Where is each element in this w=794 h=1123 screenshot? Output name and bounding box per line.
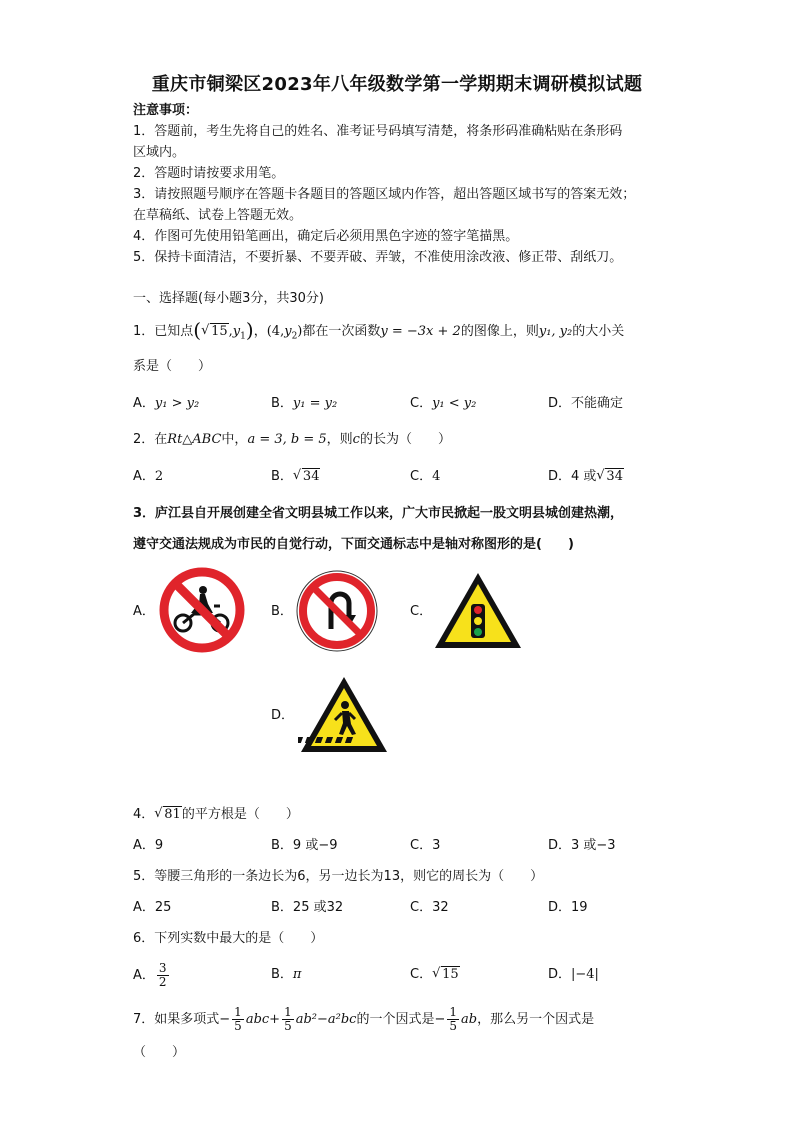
pedestrian-crossing-warning-sign-icon[interactable] [298,674,390,756]
traffic-light-warning-sign-icon[interactable] [432,570,524,652]
notice-item-4: 4．作图可先使用铅笔画出，确定后必须用黑色字迹的签字笔描黑。 [133,229,519,244]
q1-function: y = −3x + 2 [380,324,461,339]
no-motorcycle-sign-icon[interactable] [158,566,246,654]
question-5-stem: 5．等腰三角形的一条边长为6，另一边长为13，则它的周长为（ ） [133,869,544,884]
q6-option-b[interactable]: B．π [271,967,302,982]
notice-item-5: 5．保持卡面清洁，不要折暴、不要弄破、弄皱，不准使用涂改液、修正带、刮纸刀。 [133,250,623,265]
question-4-stem: 4． √ 81的平方根是（ ） [133,806,299,822]
q4-option-c[interactable]: C．3 [410,838,441,853]
q3-option-b-label[interactable]: B． [271,604,293,619]
page-title: 重庆市铜梁区2023年八年级数学第一学期期末调研模拟试题 [151,74,643,95]
q2-option-b[interactable]: B． √ 34 [271,468,320,484]
q3-option-d-label[interactable]: D． [271,708,295,723]
q4-option-b[interactable]: B．9 或−9 [271,838,338,853]
question-7-stem: 7．如果多项式− $\frac{1}{5}$ abc+ $\frac{1}{5}$ ab²−a²bc的一个因式是− $\frac{1}{5}$ ab，那么另一个因式是 [133,1005,595,1033]
q1-option-c[interactable]: C．y₁ < y₂ [410,396,477,411]
notice-item-1b: 区域内。 [133,145,186,160]
question-1-line2: 系是（ ） [133,359,212,374]
question-1-stem: 1．已知点( √ $15,y_1$)，$(4,y_2)$都在一次函数y = −3x + 2的图像上，则y₁, y₂的大小关 [133,318,625,342]
q2-option-c[interactable]: C．4 [410,469,441,484]
q2-option-a[interactable]: A．2 [133,469,164,484]
q5-option-b[interactable]: B．25 或32 [271,900,344,915]
notice-item-1a: 1．答题前，考生先将自己的姓名、准考证号码填写清楚，将条形码准确粘贴在条形码 [133,124,623,139]
question-6-stem: 6．下列实数中最大的是（ ） [133,931,324,946]
q3-option-a-label[interactable]: A． [133,604,155,619]
question-2-stem: 2．在Rt△ABC中，a = 3, b = 5，则c的长为（ ） [133,432,451,447]
q1-option-b[interactable]: B．y₁ = y₂ [271,396,338,411]
notice-item-3a: 3．请按照题号顺序在答题卡各题目的答题区域内作答，超出答题区域书写的答案无效； [133,187,636,202]
q2-option-d[interactable]: D．4 或 √ 34 [548,468,623,484]
q5-option-a[interactable]: A．25 [133,900,172,915]
notice-item-3b: 在草稿纸、试卷上答题无效。 [133,208,303,223]
notice-heading: 注意事项： [133,103,199,118]
q4-option-a[interactable]: A．9 [133,838,164,853]
q6-option-c[interactable]: C． √ 15 [410,966,459,982]
q4-option-d[interactable]: D．3 或−3 [548,838,616,853]
question-7-line2: （ ） [133,1045,186,1060]
no-u-turn-sign-icon[interactable] [295,569,379,653]
question-3-line2: 遵守交通法规成为市民的自觉行动，下面交通标志中是轴对称图形的是( ) [133,537,574,552]
q6-option-d[interactable]: D．|−4| [548,967,599,982]
q3-option-c-label[interactable]: C． [410,604,433,619]
question-3-line1: 3．庐江县自开展创建全省文明县城工作以来，广大市民掀起一股文明县城创建热潮， [133,506,624,521]
q6-option-a[interactable]: A． $\frac{3}{2}$ [133,961,167,989]
notice-item-2: 2．答题时请按要求用笔。 [133,166,285,181]
q1-option-d[interactable]: D．不能确定 [548,396,624,411]
section-heading: 一、选择题(每小题3分，共30分) [133,291,324,306]
q1-option-a[interactable]: A．y₁ > y₂ [133,396,200,411]
q5-option-d[interactable]: D．19 [548,900,588,915]
q5-option-c[interactable]: C．32 [410,900,449,915]
